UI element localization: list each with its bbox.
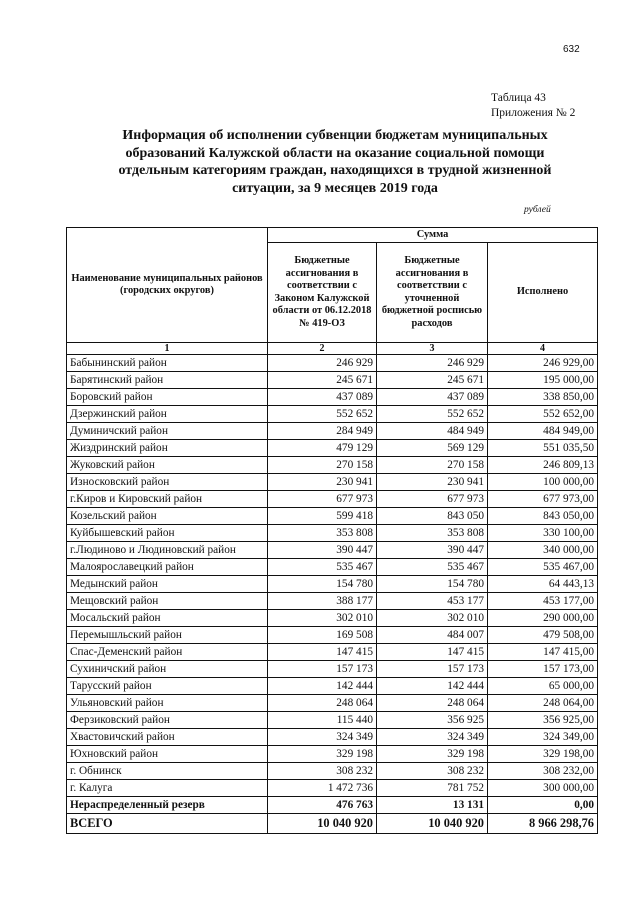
law-appropriation-cell: 302 010 [268, 610, 377, 627]
revised-appropriation-cell: 142 444 [377, 678, 488, 695]
district-name-cell: г.Киров и Кировский район [67, 491, 268, 508]
district-name-cell: Медынский район [67, 576, 268, 593]
revised-appropriation-cell: 781 752 [377, 780, 488, 797]
table-label [491, 91, 575, 121]
district-name-cell: Нераспределенный резерв [67, 797, 268, 814]
executed-cell: 479 508,00 [488, 627, 598, 644]
executed-cell: 64 443,13 [488, 576, 598, 593]
law-appropriation-cell: 677 973 [268, 491, 377, 508]
revised-appropriation-cell: 10 040 920 [377, 814, 488, 834]
revised-appropriation-cell: 157 173 [377, 661, 488, 678]
table-row [67, 644, 598, 661]
law-appropriation-cell: 329 198 [268, 746, 377, 763]
column-number: 2 [268, 343, 377, 355]
executed-cell: 100 000,00 [488, 474, 598, 491]
column-number: 1 [67, 343, 268, 355]
header-col3: Бюджетные ассигнования в соответствии с уточненной бюджетной росписью расходов [377, 243, 488, 343]
table-row [67, 576, 598, 593]
executed-cell: 535 467,00 [488, 559, 598, 576]
law-appropriation-cell: 437 089 [268, 389, 377, 406]
revised-appropriation-cell: 390 447 [377, 542, 488, 559]
revised-appropriation-cell: 230 941 [377, 474, 488, 491]
table-row [67, 797, 598, 814]
district-name-cell: г.Людиново и Людиновский район [67, 542, 268, 559]
header-name: Наименование муниципальных районов (городских округов) [67, 228, 268, 343]
revised-appropriation-cell: 324 349 [377, 729, 488, 746]
table-row [67, 542, 598, 559]
district-name-cell: Куйбышевский район [67, 525, 268, 542]
revised-appropriation-cell: 535 467 [377, 559, 488, 576]
executed-cell: 330 100,00 [488, 525, 598, 542]
executed-cell: 324 349,00 [488, 729, 598, 746]
table-row [67, 678, 598, 695]
district-name-cell: Думиничский район [67, 423, 268, 440]
law-appropriation-cell: 245 671 [268, 372, 377, 389]
table-row [67, 525, 598, 542]
executed-cell: 300 000,00 [488, 780, 598, 797]
law-appropriation-cell: 390 447 [268, 542, 377, 559]
district-name-cell: Барятинский район [67, 372, 268, 389]
revised-appropriation-cell: 308 232 [377, 763, 488, 780]
law-appropriation-cell: 353 808 [268, 525, 377, 542]
district-name-cell: Козельский район [67, 508, 268, 525]
table-row [67, 508, 598, 525]
revised-appropriation-cell: 552 652 [377, 406, 488, 423]
table-row [67, 423, 598, 440]
law-appropriation-cell: 552 652 [268, 406, 377, 423]
law-appropriation-cell: 157 173 [268, 661, 377, 678]
executed-cell: 308 232,00 [488, 763, 598, 780]
district-name-cell: Малоярославецкий район [67, 559, 268, 576]
district-name-cell: Ферзиковский район [67, 712, 268, 729]
revised-appropriation-cell: 302 010 [377, 610, 488, 627]
law-appropriation-cell: 476 763 [268, 797, 377, 814]
table-row [67, 355, 598, 372]
executed-cell: 195 000,00 [488, 372, 598, 389]
district-name-cell: Жуковский район [67, 457, 268, 474]
revised-appropriation-cell: 843 050 [377, 508, 488, 525]
header-sum: Сумма [268, 228, 598, 243]
law-appropriation-cell: 142 444 [268, 678, 377, 695]
executed-cell: 248 064,00 [488, 695, 598, 712]
revised-appropriation-cell: 245 671 [377, 372, 488, 389]
revised-appropriation-cell: 329 198 [377, 746, 488, 763]
table-row [67, 440, 598, 457]
executed-cell: 338 850,00 [488, 389, 598, 406]
revised-appropriation-cell: 147 415 [377, 644, 488, 661]
law-appropriation-cell: 169 508 [268, 627, 377, 644]
revised-appropriation-cell: 246 929 [377, 355, 488, 372]
table-row [67, 763, 598, 780]
district-name-cell: Тарусский район [67, 678, 268, 695]
district-name-cell: Мосальский район [67, 610, 268, 627]
executed-cell: 329 198,00 [488, 746, 598, 763]
revised-appropriation-cell: 437 089 [377, 389, 488, 406]
law-appropriation-cell: 147 415 [268, 644, 377, 661]
law-appropriation-cell: 324 349 [268, 729, 377, 746]
district-name-cell: г. Обнинск [67, 763, 268, 780]
district-name-cell: Дзержинский район [67, 406, 268, 423]
district-name-cell: г. Калуга [67, 780, 268, 797]
table-row [67, 559, 598, 576]
district-name-cell: Хвастовичский район [67, 729, 268, 746]
district-name-cell: Мещовский район [67, 593, 268, 610]
law-appropriation-cell: 308 232 [268, 763, 377, 780]
table-row [67, 610, 598, 627]
district-name-cell: Перемышльский район [67, 627, 268, 644]
header-col2: Бюджетные ассигнования в соответствии с Законом Калужской области от 06.12.2018 № 419-ОЗ [268, 243, 377, 343]
executed-cell: 246 929,00 [488, 355, 598, 372]
revised-appropriation-cell: 677 973 [377, 491, 488, 508]
revised-appropriation-cell: 248 064 [377, 695, 488, 712]
revised-appropriation-cell: 154 780 [377, 576, 488, 593]
executed-cell: 8 966 298,76 [488, 814, 598, 834]
table-row [67, 746, 598, 763]
table-row [67, 814, 598, 834]
table-row [67, 406, 598, 423]
table-row [67, 457, 598, 474]
table-row [67, 372, 598, 389]
header-col4: Исполнено [488, 243, 598, 343]
table-row [67, 729, 598, 746]
revised-appropriation-cell: 353 808 [377, 525, 488, 542]
revised-appropriation-cell: 453 177 [377, 593, 488, 610]
law-appropriation-cell: 154 780 [268, 576, 377, 593]
district-name-cell: Бабынинский район [67, 355, 268, 372]
district-name-cell: Жиздринский район [67, 440, 268, 457]
table-row [67, 474, 598, 491]
table-row [67, 389, 598, 406]
law-appropriation-cell: 599 418 [268, 508, 377, 525]
column-number: 3 [377, 343, 488, 355]
revised-appropriation-cell: 356 925 [377, 712, 488, 729]
table-row [67, 695, 598, 712]
revised-appropriation-cell: 484 007 [377, 627, 488, 644]
revised-appropriation-cell: 484 949 [377, 423, 488, 440]
law-appropriation-cell: 115 440 [268, 712, 377, 729]
executed-cell: 453 177,00 [488, 593, 598, 610]
executed-cell: 340 000,00 [488, 542, 598, 559]
district-name-cell: Боровский район [67, 389, 268, 406]
executed-cell: 356 925,00 [488, 712, 598, 729]
revised-appropriation-cell: 569 129 [377, 440, 488, 457]
district-name-cell: Сухиничский район [67, 661, 268, 678]
law-appropriation-cell: 535 467 [268, 559, 377, 576]
executed-cell: 843 050,00 [488, 508, 598, 525]
law-appropriation-cell: 10 040 920 [268, 814, 377, 834]
executed-cell: 65 000,00 [488, 678, 598, 695]
appendix-number: Приложения № 2 [491, 107, 576, 119]
executed-cell: 157 173,00 [488, 661, 598, 678]
table-row [67, 491, 598, 508]
executed-cell: 677 973,00 [488, 491, 598, 508]
revised-appropriation-cell: 270 158 [377, 457, 488, 474]
revised-appropriation-cell: 13 131 [377, 797, 488, 814]
district-name-cell: ВСЕГО [67, 814, 268, 834]
table-row [67, 593, 598, 610]
executed-cell: 551 035,50 [488, 440, 598, 457]
column-number: 4 [488, 343, 598, 355]
law-appropriation-cell: 246 929 [268, 355, 377, 372]
district-name-cell: Ульяновский район [67, 695, 268, 712]
table-row [67, 627, 598, 644]
executed-cell: 147 415,00 [488, 644, 598, 661]
law-appropriation-cell: 479 129 [268, 440, 377, 457]
law-appropriation-cell: 230 941 [268, 474, 377, 491]
executed-cell: 290 000,00 [488, 610, 598, 627]
executed-cell: 552 652,00 [488, 406, 598, 423]
executed-cell: 0,00 [488, 797, 598, 814]
law-appropriation-cell: 248 064 [268, 695, 377, 712]
law-appropriation-cell: 270 158 [268, 457, 377, 474]
units-label: рублей [524, 205, 551, 215]
document-title: Информация об исполнении субвенции бюджетам муниципальных образований Калужской области на оказание социальной помощи отдельным категориям граждан, находящихся в трудной жизненной ситуации, за 9 месяцев 2019 года [118, 128, 552, 196]
table-row [67, 712, 598, 729]
district-name-cell: Юхновский район [67, 746, 268, 763]
subvention-table [66, 227, 598, 834]
table-number: Таблица 43 [491, 92, 546, 104]
law-appropriation-cell: 1 472 736 [268, 780, 377, 797]
page-number: 632 [563, 44, 580, 55]
executed-cell: 246 809,13 [488, 457, 598, 474]
table-row [67, 661, 598, 678]
table-row [67, 780, 598, 797]
executed-cell: 484 949,00 [488, 423, 598, 440]
district-name-cell: Спас-Деменский район [67, 644, 268, 661]
district-name-cell: Износковский район [67, 474, 268, 491]
law-appropriation-cell: 284 949 [268, 423, 377, 440]
law-appropriation-cell: 388 177 [268, 593, 377, 610]
